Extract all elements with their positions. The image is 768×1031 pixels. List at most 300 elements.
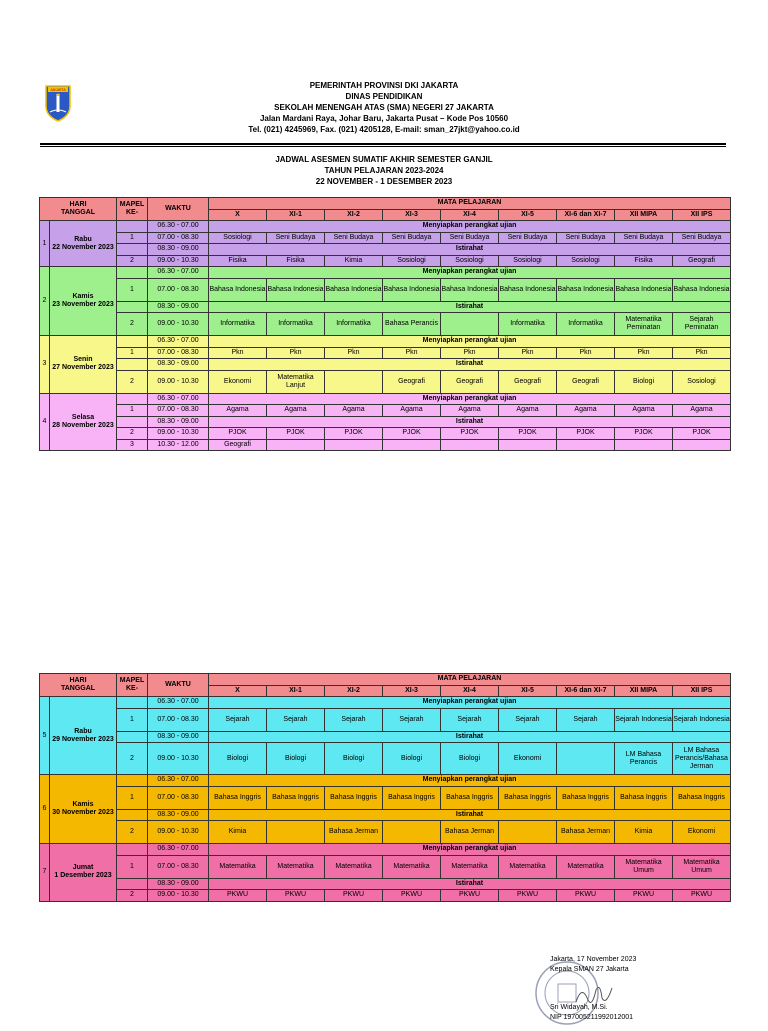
time-slot: 06.30 - 07.00 bbox=[148, 775, 209, 787]
subject-cell: Geografi bbox=[383, 370, 441, 393]
subject-cell: Informatika bbox=[209, 313, 267, 336]
subject-cell: Sejarah bbox=[499, 708, 557, 731]
header-class: X bbox=[209, 685, 267, 697]
header-hari: HARI bbox=[69, 201, 87, 208]
table-row bbox=[40, 416, 731, 428]
mapel-ke bbox=[117, 301, 148, 313]
subject-cell: Sejarah bbox=[325, 708, 383, 731]
day-date: 30 November 2023 bbox=[52, 809, 114, 816]
subject-cell: Matematika bbox=[325, 855, 383, 878]
subject-cell: Biologi bbox=[441, 743, 499, 775]
time-slot: 08.30 - 09.00 bbox=[148, 809, 209, 821]
letterhead-line: Jalan Mardani Raya, Johar Baru, Jakarta Pusat – Kode Pos 10560 bbox=[259, 114, 509, 123]
header-waktu: WAKTU bbox=[148, 198, 209, 221]
mapel-ke bbox=[117, 878, 148, 890]
time-slot: 07.00 - 08.30 bbox=[148, 786, 209, 809]
table-row bbox=[40, 731, 731, 743]
table-row bbox=[40, 428, 731, 440]
subject-cell: Agama bbox=[441, 405, 499, 417]
header-tanggal: TANGGAL bbox=[60, 209, 96, 216]
subject-cell bbox=[673, 439, 731, 451]
mapel-ke bbox=[117, 267, 148, 279]
day-number: 2 bbox=[40, 267, 50, 336]
time-slot: 09.00 - 10.30 bbox=[148, 743, 209, 775]
subject-cell: Agama bbox=[383, 405, 441, 417]
subject-cell bbox=[499, 821, 557, 844]
subject-cell: Sejarah bbox=[557, 708, 615, 731]
header-class: X bbox=[209, 209, 267, 221]
subject-cell: Bahasa Indonesia bbox=[441, 278, 499, 301]
mapel-ke: 1 bbox=[117, 347, 148, 359]
letterhead bbox=[100, 80, 668, 135]
subject-cell: Matematika Lanjut bbox=[267, 370, 325, 393]
subject-cell: Bahasa Indonesia bbox=[615, 278, 673, 301]
subject-cell: Seni Budaya bbox=[267, 232, 325, 244]
time-slot: 08.30 - 09.00 bbox=[148, 244, 209, 256]
header-mapel-label: MAPEL bbox=[119, 677, 145, 684]
table-row bbox=[40, 244, 731, 256]
header-mapel bbox=[117, 674, 148, 697]
time-slot: 08.30 - 09.00 bbox=[148, 359, 209, 371]
subject-cell: Sejarah Indonesia bbox=[673, 708, 731, 731]
mapel-ke: 2 bbox=[117, 428, 148, 440]
subject-cell: Pkn bbox=[383, 347, 441, 359]
subject-cell: PKWU bbox=[267, 890, 325, 902]
mapel-ke bbox=[117, 416, 148, 428]
header-class: XII MIPA bbox=[615, 209, 673, 221]
session-note: Istirahat bbox=[209, 809, 731, 821]
time-slot: 06.30 - 07.00 bbox=[148, 697, 209, 709]
subject-cell: Pkn bbox=[615, 347, 673, 359]
subject-cell: Agama bbox=[267, 405, 325, 417]
mapel-ke: 2 bbox=[117, 255, 148, 267]
mapel-ke: 1 bbox=[117, 232, 148, 244]
subject-cell: Matematika bbox=[557, 855, 615, 878]
subject-cell: Geografi bbox=[673, 255, 731, 267]
subject-cell: Biologi bbox=[615, 370, 673, 393]
subject-cell: Sosiologi bbox=[673, 370, 731, 393]
table-row bbox=[40, 439, 731, 451]
day-date-cell bbox=[50, 393, 117, 451]
day-name: Rabu bbox=[74, 727, 92, 735]
time-slot: 06.30 - 07.00 bbox=[148, 844, 209, 856]
subject-cell: PKWU bbox=[325, 890, 383, 902]
day-date: 28 November 2023 bbox=[52, 421, 114, 429]
subject-cell: PKWU bbox=[441, 890, 499, 902]
session-note: Menyiapkan perangkat ujian bbox=[209, 336, 731, 348]
svg-text:JAKARTA: JAKARTA bbox=[50, 88, 66, 92]
day-date: 22 November 2023 bbox=[52, 243, 114, 251]
subject-cell: Matematika Umum bbox=[673, 855, 731, 878]
session-note: Menyiapkan perangkat ujian bbox=[209, 221, 731, 233]
header-class: XI-5 bbox=[499, 685, 557, 697]
table-row bbox=[40, 370, 731, 393]
time-slot: 09.00 - 10.30 bbox=[148, 313, 209, 336]
mapel-ke: 3 bbox=[117, 439, 148, 451]
subject-cell: Kimia bbox=[325, 255, 383, 267]
subject-cell: Fisika bbox=[615, 255, 673, 267]
subject-cell: Sosiologi bbox=[557, 255, 615, 267]
mapel-ke bbox=[117, 244, 148, 256]
header-class: XI-1 bbox=[267, 685, 325, 697]
time-slot: 07.00 - 08.30 bbox=[148, 278, 209, 301]
time-slot: 07.00 - 08.30 bbox=[148, 347, 209, 359]
day-number: 7 bbox=[40, 844, 50, 902]
subject-cell: PKWU bbox=[557, 890, 615, 902]
header-class: XI-3 bbox=[383, 685, 441, 697]
subject-cell: Sejarah bbox=[267, 708, 325, 731]
time-slot: 07.00 - 08.30 bbox=[148, 405, 209, 417]
subject-cell: Informatika bbox=[325, 313, 383, 336]
subject-cell bbox=[267, 439, 325, 451]
subject-cell: PJOK bbox=[441, 428, 499, 440]
table-row bbox=[40, 232, 731, 244]
subject-cell: PJOK bbox=[615, 428, 673, 440]
session-note: Menyiapkan perangkat ujian bbox=[209, 844, 731, 856]
subject-cell: PJOK bbox=[557, 428, 615, 440]
header-mata-pelajaran: MATA PELAJARAN bbox=[209, 674, 731, 686]
session-note: Menyiapkan perangkat ujian bbox=[209, 393, 731, 405]
time-slot: 08.30 - 09.00 bbox=[148, 878, 209, 890]
header-class: XII MIPA bbox=[615, 685, 673, 697]
subject-cell bbox=[325, 439, 383, 451]
subject-cell: Geografi bbox=[499, 370, 557, 393]
header-class: XII IPS bbox=[673, 685, 731, 697]
subject-cell: Sejarah bbox=[209, 708, 267, 731]
mapel-ke: 2 bbox=[117, 313, 148, 336]
session-note: Istirahat bbox=[209, 244, 731, 256]
subject-cell: Agama bbox=[325, 405, 383, 417]
header-hari-tanggal bbox=[40, 198, 117, 221]
subject-cell bbox=[499, 439, 557, 451]
time-slot: 07.00 - 08.30 bbox=[148, 232, 209, 244]
subject-cell bbox=[441, 313, 499, 336]
day-date: 27 November 2023 bbox=[52, 364, 114, 372]
title-line: JADWAL ASESMEN SUMATIF AKHIR SEMESTER GANJIL bbox=[275, 155, 493, 164]
signature-nip: NIP 197005211992012001 bbox=[550, 1014, 634, 1021]
document-title bbox=[100, 154, 668, 187]
header-waktu: WAKTU bbox=[148, 674, 209, 697]
subject-cell: Bahasa Perancis bbox=[383, 313, 441, 336]
day-date-cell bbox=[50, 221, 117, 267]
time-slot: 10.30 - 12.00 bbox=[148, 439, 209, 451]
mapel-ke bbox=[117, 731, 148, 743]
table-row bbox=[40, 359, 731, 371]
subject-cell: Matematika bbox=[383, 855, 441, 878]
subject-cell: PKWU bbox=[499, 890, 557, 902]
header-class: XI-6 dan XI-7 bbox=[557, 685, 615, 697]
subject-cell: Pkn bbox=[325, 347, 383, 359]
subject-cell: Seni Budaya bbox=[441, 232, 499, 244]
schedule-table bbox=[39, 197, 731, 451]
mapel-ke bbox=[117, 775, 148, 787]
subject-cell: Matematika bbox=[499, 855, 557, 878]
subject-cell: Pkn bbox=[267, 347, 325, 359]
subject-cell: Pkn bbox=[499, 347, 557, 359]
table-row bbox=[40, 393, 731, 405]
header-class: XII IPS bbox=[673, 209, 731, 221]
subject-cell: Bahasa Indonesia bbox=[209, 278, 267, 301]
day-number: 6 bbox=[40, 775, 50, 844]
table-row bbox=[40, 267, 731, 279]
day-date: 23 November 2023 bbox=[52, 301, 114, 308]
subject-cell: Kimia bbox=[209, 821, 267, 844]
header-class: XI-6 dan XI-7 bbox=[557, 209, 615, 221]
subject-cell: Informatika bbox=[557, 313, 615, 336]
header-mapel bbox=[117, 198, 148, 221]
subject-cell: PJOK bbox=[499, 428, 557, 440]
subject-cell: Agama bbox=[615, 405, 673, 417]
subject-cell: Sosiologi bbox=[209, 232, 267, 244]
session-note: Istirahat bbox=[209, 731, 731, 743]
subject-cell: PKWU bbox=[209, 890, 267, 902]
letterhead-rule bbox=[40, 143, 726, 145]
subject-cell: Seni Budaya bbox=[325, 232, 383, 244]
mapel-ke bbox=[117, 393, 148, 405]
letterhead-line: DINAS PENDIDIKAN bbox=[345, 92, 423, 101]
mapel-ke bbox=[117, 844, 148, 856]
subject-cell: Pkn bbox=[209, 347, 267, 359]
letterhead-line: Tel. (021) 4245969, Fax. (021) 4205128, E-mail: sman_27jkt@yahoo.co.id bbox=[248, 125, 520, 134]
subject-cell: Biologi bbox=[325, 743, 383, 775]
mapel-ke: 1 bbox=[117, 855, 148, 878]
mapel-ke: 2 bbox=[117, 821, 148, 844]
table-row bbox=[40, 878, 731, 890]
subject-cell: PKWU bbox=[383, 890, 441, 902]
day-name: Selasa bbox=[71, 413, 95, 421]
header-class: XI-5 bbox=[499, 209, 557, 221]
day-name: Senin bbox=[73, 356, 93, 364]
time-slot: 09.00 - 10.30 bbox=[148, 821, 209, 844]
table-row bbox=[40, 786, 731, 809]
table-row bbox=[40, 405, 731, 417]
mapel-ke: 1 bbox=[117, 278, 148, 301]
time-slot: 09.00 - 10.30 bbox=[148, 428, 209, 440]
subject-cell: Agama bbox=[673, 405, 731, 417]
header-class: XI-1 bbox=[267, 209, 325, 221]
subject-cell: Geografi bbox=[441, 370, 499, 393]
subject-cell: Fisika bbox=[267, 255, 325, 267]
table-row bbox=[40, 708, 731, 731]
day-date-cell bbox=[50, 697, 117, 775]
subject-cell: Bahasa Inggris bbox=[209, 786, 267, 809]
session-note: Menyiapkan perangkat ujian bbox=[209, 775, 731, 787]
session-note: Istirahat bbox=[209, 416, 731, 428]
time-slot: 07.00 - 08.30 bbox=[148, 855, 209, 878]
subject-cell: Bahasa Inggris bbox=[673, 786, 731, 809]
table-row bbox=[40, 336, 731, 348]
day-date-cell bbox=[50, 775, 117, 844]
subject-cell: Biologi bbox=[383, 743, 441, 775]
table-row bbox=[40, 775, 731, 787]
subject-cell: Pkn bbox=[557, 347, 615, 359]
subject-cell bbox=[267, 821, 325, 844]
table-row bbox=[40, 278, 731, 301]
day-number: 4 bbox=[40, 393, 50, 451]
subject-cell bbox=[557, 439, 615, 451]
subject-cell bbox=[383, 439, 441, 451]
schedule-table bbox=[39, 673, 731, 902]
subject-cell: Bahasa Indonesia bbox=[673, 278, 731, 301]
subject-cell: Agama bbox=[557, 405, 615, 417]
subject-cell: Bahasa Inggris bbox=[441, 786, 499, 809]
time-slot: 08.30 - 09.00 bbox=[148, 416, 209, 428]
mapel-ke bbox=[117, 809, 148, 821]
subject-cell: Bahasa Indonesia bbox=[383, 278, 441, 301]
header-ke-label: KE- bbox=[125, 209, 139, 216]
header-tanggal: TANGGAL bbox=[60, 685, 96, 692]
time-slot: 06.30 - 07.00 bbox=[148, 393, 209, 405]
table-row bbox=[40, 301, 731, 313]
letterhead-rule-thin bbox=[40, 146, 726, 147]
header-class: XI-2 bbox=[325, 209, 383, 221]
subject-cell bbox=[615, 439, 673, 451]
header-class: XI-2 bbox=[325, 685, 383, 697]
subject-cell: Bahasa Inggris bbox=[325, 786, 383, 809]
subject-cell: Matematika Umum bbox=[615, 855, 673, 878]
subject-cell: Ekonomi bbox=[673, 821, 731, 844]
header-hari-tanggal bbox=[40, 674, 117, 697]
day-date-cell bbox=[50, 336, 117, 394]
table-row bbox=[40, 697, 731, 709]
subject-cell: Seni Budaya bbox=[615, 232, 673, 244]
session-note: Menyiapkan perangkat ujian bbox=[209, 267, 731, 279]
subject-cell: Geografi bbox=[209, 439, 267, 451]
session-note: Menyiapkan perangkat ujian bbox=[209, 697, 731, 709]
day-name: Jumat bbox=[72, 864, 94, 872]
header-class: XI-3 bbox=[383, 209, 441, 221]
mapel-ke bbox=[117, 336, 148, 348]
time-slot: 09.00 - 10.30 bbox=[148, 890, 209, 902]
subject-cell: PJOK bbox=[673, 428, 731, 440]
subject-cell: Matematika bbox=[267, 855, 325, 878]
table-row bbox=[40, 855, 731, 878]
header-class: XI-4 bbox=[441, 685, 499, 697]
subject-cell: LM Bahasa Perancis bbox=[615, 743, 673, 775]
subject-cell: Bahasa Inggris bbox=[383, 786, 441, 809]
header-ke-label: KE- bbox=[125, 685, 139, 692]
time-slot: 09.00 - 10.30 bbox=[148, 255, 209, 267]
day-name: Kamis bbox=[72, 293, 94, 300]
subject-cell: Bahasa Indonesia bbox=[499, 278, 557, 301]
day-name: Rabu bbox=[74, 235, 92, 243]
subject-cell: Matematika bbox=[441, 855, 499, 878]
subject-cell bbox=[441, 439, 499, 451]
subject-cell: Sejarah Peminatan bbox=[673, 313, 731, 336]
mapel-ke bbox=[117, 359, 148, 371]
subject-cell: Sosiologi bbox=[499, 255, 557, 267]
subject-cell: Geografi bbox=[557, 370, 615, 393]
mapel-ke bbox=[117, 697, 148, 709]
subject-cell: Informatika bbox=[267, 313, 325, 336]
subject-cell: Seni Budaya bbox=[383, 232, 441, 244]
subject-cell: Pkn bbox=[441, 347, 499, 359]
time-slot: 06.30 - 07.00 bbox=[148, 267, 209, 279]
subject-cell: Seni Budaya bbox=[557, 232, 615, 244]
title-line: 22 NOVEMBER - 1 DESEMBER 2023 bbox=[315, 177, 453, 186]
subject-cell: Bahasa Indonesia bbox=[557, 278, 615, 301]
day-date: 29 November 2023 bbox=[52, 735, 114, 743]
subject-cell: Matematika Peminatan bbox=[615, 313, 673, 336]
subject-cell: Sosiologi bbox=[441, 255, 499, 267]
mapel-ke: 2 bbox=[117, 743, 148, 775]
subject-cell: Bahasa Jerman bbox=[557, 821, 615, 844]
subject-cell: Seni Budaya bbox=[673, 232, 731, 244]
table-row bbox=[40, 890, 731, 902]
dki-jakarta-logo bbox=[44, 84, 72, 122]
mapel-ke: 1 bbox=[117, 708, 148, 731]
mapel-ke bbox=[117, 221, 148, 233]
subject-cell: Sejarah bbox=[441, 708, 499, 731]
mapel-ke: 2 bbox=[117, 890, 148, 902]
subject-cell: Bahasa Jerman bbox=[441, 821, 499, 844]
title-line: TAHUN PELAJARAN 2023-2024 bbox=[324, 166, 444, 175]
subject-cell: Agama bbox=[209, 405, 267, 417]
time-slot: 09.00 - 10.30 bbox=[148, 370, 209, 393]
table-row bbox=[40, 809, 731, 821]
subject-cell: Sejarah Indonesia bbox=[615, 708, 673, 731]
day-number: 5 bbox=[40, 697, 50, 775]
subject-cell: Bahasa Inggris bbox=[499, 786, 557, 809]
subject-cell bbox=[325, 370, 383, 393]
subject-cell: PJOK bbox=[209, 428, 267, 440]
subject-cell: Sejarah bbox=[383, 708, 441, 731]
table-row bbox=[40, 313, 731, 336]
header-hari: HARI bbox=[69, 677, 87, 684]
signature-block bbox=[550, 955, 636, 1023]
time-slot: 07.00 - 08.30 bbox=[148, 708, 209, 731]
mapel-ke: 1 bbox=[117, 786, 148, 809]
table-row bbox=[40, 221, 731, 233]
day-name: Kamis bbox=[72, 801, 94, 808]
subject-cell: PKWU bbox=[615, 890, 673, 902]
subject-cell bbox=[383, 821, 441, 844]
subject-cell: Sosiologi bbox=[383, 255, 441, 267]
letterhead-line: PEMERINTAH PROVINSI DKI JAKARTA bbox=[309, 81, 459, 90]
header-class: XI-4 bbox=[441, 209, 499, 221]
day-date-cell bbox=[50, 267, 117, 336]
subject-cell: PJOK bbox=[383, 428, 441, 440]
day-date: 1 Desember 2023 bbox=[54, 872, 112, 880]
subject-cell: Bahasa Inggris bbox=[615, 786, 673, 809]
subject-cell: PKWU bbox=[673, 890, 731, 902]
time-slot: 06.30 - 07.00 bbox=[148, 336, 209, 348]
subject-cell: Matematika bbox=[209, 855, 267, 878]
header-mapel-label: MAPEL bbox=[119, 201, 145, 208]
subject-cell: Bahasa Inggris bbox=[267, 786, 325, 809]
subject-cell: Kimia bbox=[615, 821, 673, 844]
subject-cell: Seni Budaya bbox=[499, 232, 557, 244]
table-row bbox=[40, 255, 731, 267]
subject-cell: PJOK bbox=[325, 428, 383, 440]
subject-cell bbox=[557, 743, 615, 775]
signature-place-date: Jakarta, 17 November 2023 bbox=[550, 956, 637, 963]
subject-cell: Bahasa Jerman bbox=[325, 821, 383, 844]
day-date-cell bbox=[50, 844, 117, 902]
mapel-ke: 1 bbox=[117, 405, 148, 417]
subject-cell: Ekonomi bbox=[209, 370, 267, 393]
table-row bbox=[40, 821, 731, 844]
subject-cell: Fisika bbox=[209, 255, 267, 267]
time-slot: 06.30 - 07.00 bbox=[148, 221, 209, 233]
signature-name: Sri Widayah, M.Si. bbox=[550, 1004, 608, 1011]
subject-cell: Bahasa Inggris bbox=[557, 786, 615, 809]
table-row bbox=[40, 743, 731, 775]
subject-cell: Ekonomi bbox=[499, 743, 557, 775]
subject-cell: Agama bbox=[499, 405, 557, 417]
session-note: Istirahat bbox=[209, 878, 731, 890]
table-row bbox=[40, 347, 731, 359]
